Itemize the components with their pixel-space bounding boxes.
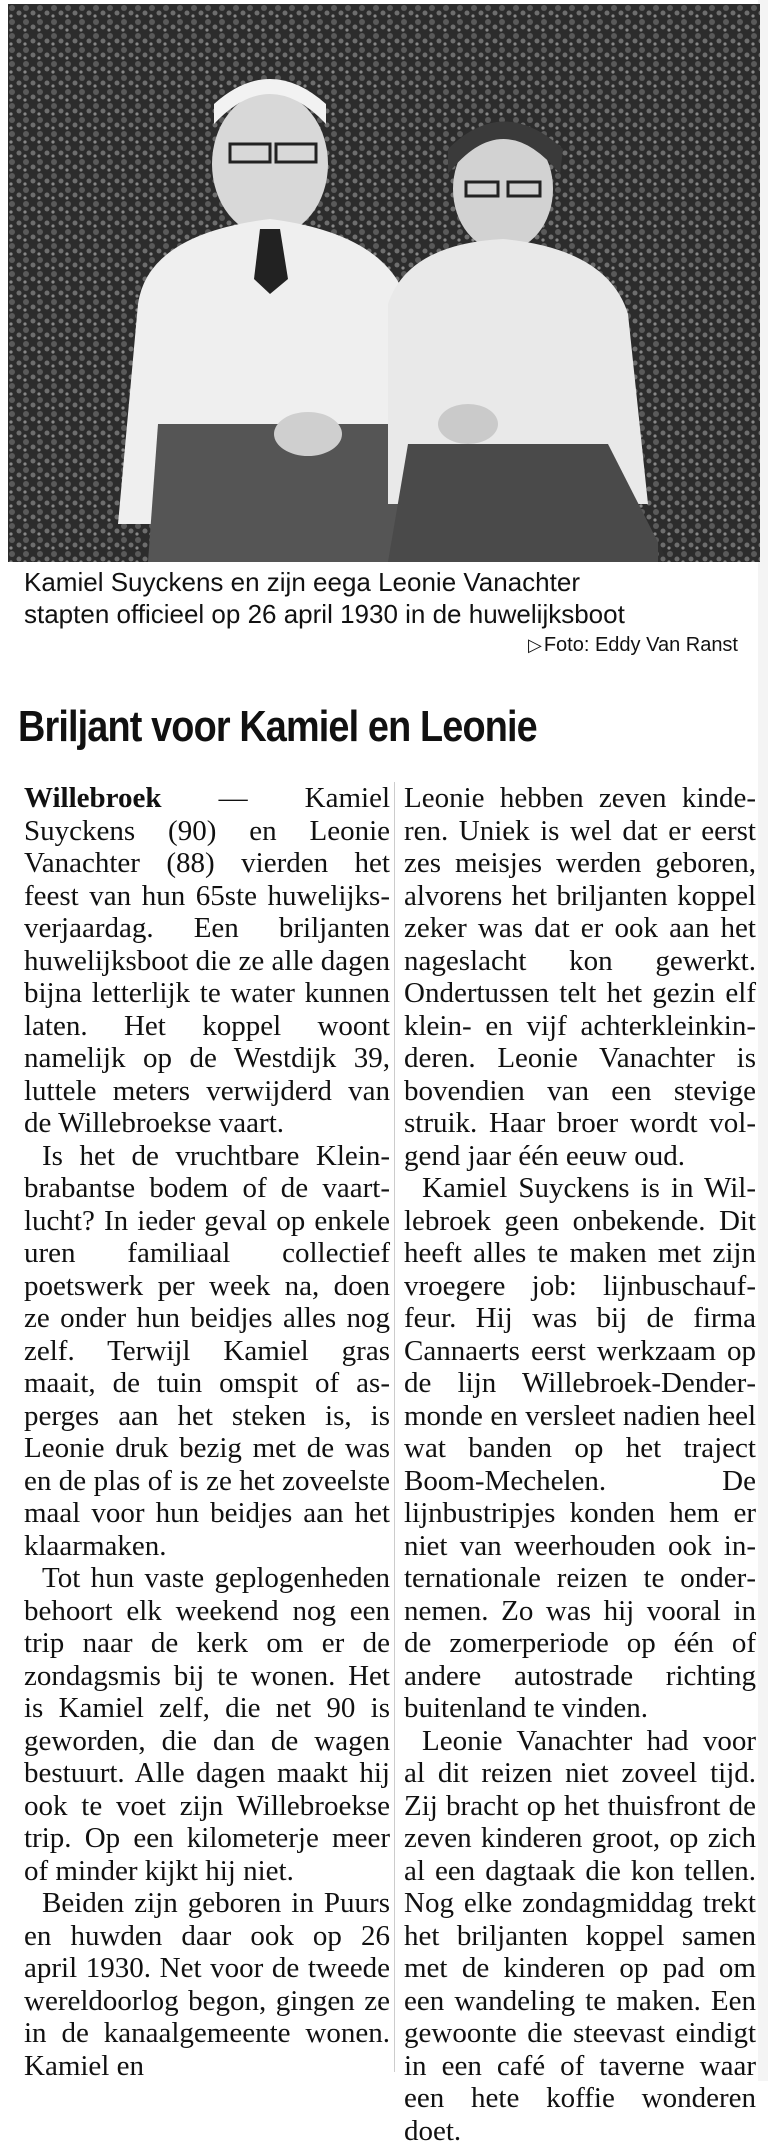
article-paragraph: Leonie hebben zeven kinderen. Uniek is wel dat er eerst zes meisjes werden geboren, alvorens het briljanten koppel zeker was dat er ook aan het nageslacht kon gewerkt. Ondertussen telt het gezin elf klein- en vijf achterkleinkinderen. Leonie Vanachter is bovendien van een stevige struik. Haar broer wordt volgend jaar één eeuw oud. (404, 782, 756, 1172)
article-paragraph: Beiden zijn geboren in Puurs en huwden daar ook op 26 april 1930. Net voor de tweede wereldoorlog begon, gingen ze in de kanaalgemeente wonen. Kamiel en (24, 1887, 390, 2082)
article-column-left (24, 782, 390, 2082)
article-paragraph: Tot hun vaste geplogenheden behoort elk weekend nog een trip naar de kerk om er de zondagsmis bij te wonen. Het is Kamiel zelf, die net 90 is geworden, die dan de wagen bestuurt. Alle dagen maakt hij ook te voet zijn Willebroekse trip. Op een kilometerje meer of minder kijkt hij niet. (24, 1562, 390, 1887)
photo-credit-text: Foto: Eddy Van Ranst (544, 634, 738, 656)
couple-photo (8, 4, 760, 562)
article-paragraph (24, 782, 390, 1140)
headline: Briljant voor Kamiel en Leonie (18, 702, 537, 752)
triangle-right-icon: ▷ (528, 635, 542, 655)
dateline: Willebroek (24, 782, 162, 814)
paragraph-text: Kamiel Suyckens (90) en Leonie Vanachter (88) vierden het feest van hun 65ste huwelijksverjaardag. Een briljanten huwelijksboot die ze alle dagen bijna letterlijk te water kunnen laten. Het koppel woont namelijk op de Westdijk 39, luttele meters verwijderd van de Willebroekse vaart. (24, 782, 390, 1139)
photo-caption (24, 566, 756, 630)
caption-line-2: stapten officieel op 26 april 1930 in de huwelijksboot (24, 598, 756, 630)
couple-photo-drawing (8, 4, 760, 562)
photo-credit (528, 634, 738, 657)
article-column-right (404, 782, 756, 2147)
article-paragraph: Kamiel Suyckens is in Willebroek geen onbekende. Dit heeft alles te maken met zijn vroegere job: lijnbuschauffeur. Hij was bij de firma Cannaerts eerst werkzaam op de lijn Willebroek-Dendermonde en versleet nadien heel wat banden op het traject Boom-Mechelen. De lijnbustripjes konden hem er niet van weerhouden ook internationale reizen te ondernemen. Zo was hij vooral in de zomerperiode op één of andere autostrade richting buitenland te vinden. (404, 1172, 756, 1725)
column-divider (394, 782, 395, 2072)
article-paragraph: Leonie Vanachter had voor al dit reizen niet zoveel tijd. Zij bracht op het thuisfront de zeven kinderen groot, op zich al een dagtaak die kon tellen. Nog elke zondagmiddag trekt het briljanten koppel samen met de kinderen op pad om een wandeling te maken. Een gewoonte die steevast eindigt in een café of taverne waar een hete koffie wonderen doet. (404, 1725, 756, 2147)
caption-line-1: Kamiel Suyckens en zijn eega Leonie Vanachter (24, 566, 756, 598)
dateline-dash: — (162, 782, 305, 814)
article-paragraph: Is het de vruchtbare Kleinbrabantse bodem of de vaartlucht? In ieder geval op enkele uren familiaal collectief poetswerk per week na, doen ze onder hun beidjes alles nog zelf. Terwijl Kamiel gras maait, de tuin omspit of asperges aan het steken is, is Leonie druk bezig met de was en de plas of is ze het zoveelste maal voor hun beidjes aan het klaarmaken. (24, 1140, 390, 1563)
